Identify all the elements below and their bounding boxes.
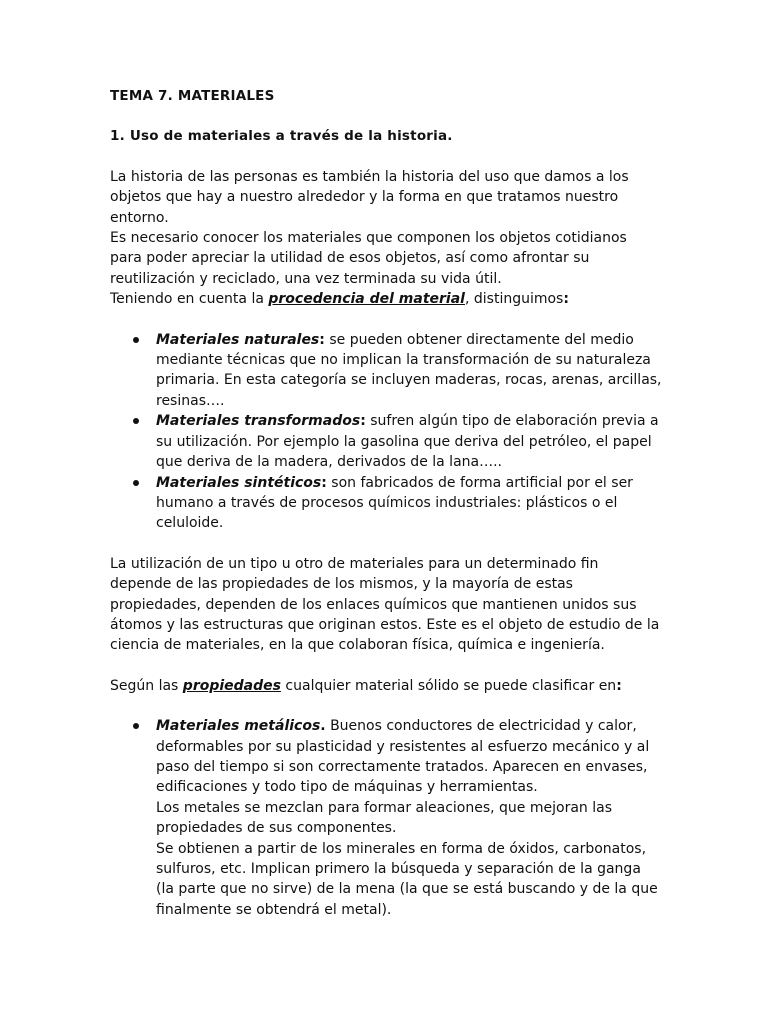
propiedades-suffix: cualquier material sólido se puede clasificar en bbox=[280, 677, 617, 694]
list-item bbox=[110, 473, 662, 534]
propiedades-term: propiedades bbox=[182, 677, 281, 694]
list-item-text-2: Los metales se mezclan para formar aleaciones, que mejoran las propiedades de sus componentes. bbox=[156, 799, 612, 837]
list-item-term: Materiales metálicos bbox=[156, 718, 321, 735]
procedencia-paragraph bbox=[110, 289, 662, 309]
propiedades-paragraph bbox=[110, 676, 662, 696]
list-item-text: sufren algún tipo de elaboración previa a su utilización. Por ejemplo la gasolina que deriva del petróleo, el papel que deriva de la madera, derivados de la lana….. bbox=[156, 413, 659, 471]
list-item-text: se pueden obtener directamente del medio mediante técnicas que no implican la transformación de su naturaleza primaria. En esta categoría se incluyen maderas, rocas, arenas, arcillas, resinas…. bbox=[156, 331, 662, 409]
list-item bbox=[110, 411, 662, 472]
bullet-icon bbox=[133, 418, 139, 424]
list-item-text: son fabricados de forma artificial por el ser humano a través de procesos químicos industriales: plásticos o el celuloide. bbox=[156, 474, 633, 532]
propiedades-prefix: Según las bbox=[110, 677, 183, 694]
bullet-icon bbox=[133, 480, 139, 486]
list-item-term: Materiales sintéticos bbox=[156, 474, 322, 491]
list-item-colon: : bbox=[319, 331, 325, 348]
list-item-text: Buenos conductores de electricidad y calor, deformables por su plasticidad y resistentes al esfuerzo mecánico y al paso del tiempo si son correctamente tratados. Aparecen en envases, edificaciones y todo tipo de máquinas y herramientas. bbox=[156, 718, 650, 796]
document-title: TEMA 7. MATERIALES bbox=[110, 88, 275, 104]
bullet-icon bbox=[133, 337, 139, 343]
intro-block bbox=[110, 167, 662, 310]
utilizacion-paragraph: La utilización de un tipo u otro de materiales para un determinado fin depende de las propiedades de los mismos, y la mayoría de estas propiedades, dependen de los enlaces químicos que mantienen unidos sus átomos y las estructuras que originan estos. Este es el objeto de estudio de la ciencia de materiales, en la que colaboran física, química e ingeniería. bbox=[110, 555, 660, 654]
section-heading: 1. Uso de materiales a través de la historia. bbox=[110, 128, 453, 145]
procedencia-prefix: Teniendo en cuenta la bbox=[110, 291, 269, 308]
procedencia-term: procedencia del material bbox=[268, 291, 465, 308]
list-item-text-3: Se obtienen a partir de los minerales en forma de óxidos, carbonatos, sulfuros, etc. Implican primero la búsqueda y separación de la ganga (la parte que no sirve) de la mena (la que se está buscando y de la que finalmente se obtendrá el metal). bbox=[156, 840, 658, 918]
intro-paragraph-1: La historia de las personas es también la historia del uso que damos a los objetos que hay a nuestro alrededor y la forma en que tratamos nuestro entorno. bbox=[110, 168, 629, 226]
bullet-icon bbox=[133, 723, 139, 729]
procedencia-colon: : bbox=[563, 291, 569, 308]
list-item-colon: : bbox=[360, 413, 366, 430]
intro-paragraph-2: Es necesario conocer los materiales que componen los objetos cotidianos para poder apreciar la utilidad de esos objetos, así como afrontar su reutilización y reciclado, una vez terminada su vida útil. bbox=[110, 230, 627, 287]
document-page bbox=[110, 86, 662, 940]
property-types-list bbox=[110, 716, 662, 920]
list-item-dot: . bbox=[320, 718, 326, 735]
list-item bbox=[110, 716, 662, 920]
origin-types-list bbox=[110, 330, 662, 534]
list-item bbox=[110, 330, 662, 412]
propiedades-colon: : bbox=[616, 677, 622, 694]
list-item-term: Materiales naturales bbox=[156, 331, 320, 348]
procedencia-suffix: , distinguimos bbox=[464, 291, 564, 308]
list-item-colon: : bbox=[321, 474, 327, 491]
list-item-term: Materiales transformados bbox=[156, 413, 361, 430]
